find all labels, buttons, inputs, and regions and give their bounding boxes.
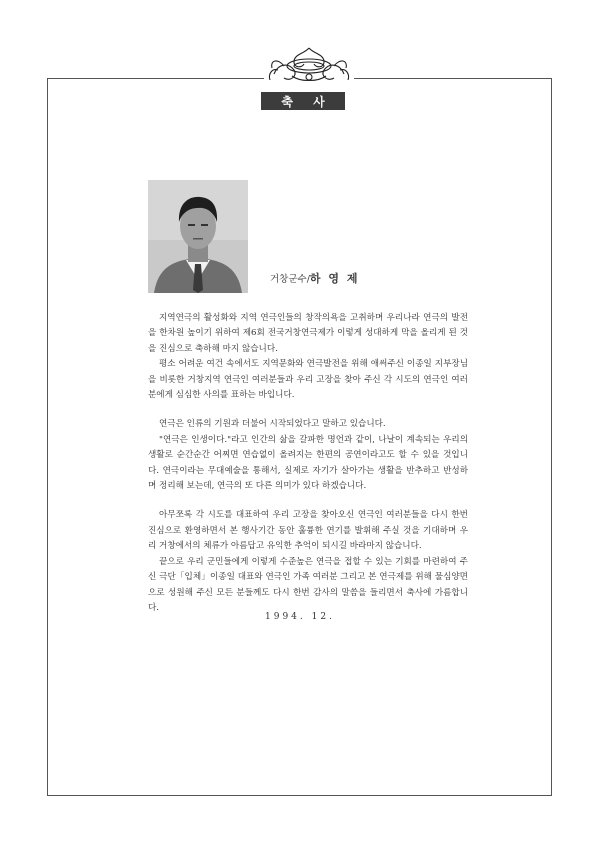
body-text bbox=[148, 311, 468, 616]
page-title: 축 사 bbox=[261, 92, 345, 110]
paragraph: "연극은 인생이다."라고 인간의 삶을 갈파한 명언과 같이, 나날이 계속되는 우리의 생활로 순간순간 어찌면 연습없이 올려지는 한편의 공연이라고도 할 수 있을 것입니다. 연극이라는 무대예술을 통해서, 실제로 자기가 살아가는 생활을 반추하고 반성하며 정리해 보는데, 연극의 또 다른 의미가 있다 하겠습니다. bbox=[148, 434, 468, 492]
paragraph: 아무쪼록 각 시도를 대표하여 우리 고장을 찾아오신 연극인 여러분들을 다시 한번 진심으로 환영하면서 본 행사기간 동안 훌륭한 연기를 발휘해 주실 것을 기대하며 우리 거창에서의 체류가 아름답고 유익한 추억이 되시길 바라마지 않습니다. bbox=[148, 510, 468, 552]
signature-name: 하 영 제 bbox=[309, 272, 360, 285]
paragraph: 지역연극의 활성화와 지역 연극인들의 창작의욕을 고취하며 우리나라 연극의 발전을 한차원 높이기 위하여 제6회 전국거창연극제가 이렇게 성대하게 막을 올리게 된 것을 진심으로 축하해 마지 않습니다. bbox=[148, 313, 468, 354]
paragraph-gap bbox=[148, 403, 468, 417]
paragraph: 평소 어려운 여건 속에서도 지역문화와 연극발전을 위해 애써주신 이종일 지부장님을 비롯한 거창지역 연극인 여러분들과 우리 고장을 찾아 주신 각 시도의 연극인 여러분에게 심심한 사의를 표하는 바입니다. bbox=[148, 359, 468, 401]
paragraph: 연극은 인류의 기원과 더불어 시작되었다고 말하고 있습니다. bbox=[159, 419, 386, 430]
ornament-icon bbox=[264, 44, 354, 86]
signature bbox=[270, 270, 359, 286]
signature-title: 거창군수/ bbox=[270, 274, 310, 285]
portrait-photo bbox=[148, 180, 248, 293]
paragraph: 끝으로 우리 군민들에게 이렇게 수준높은 연극을 접할 수 있는 기회를 마련하여 주신 극단「입체」이종일 대표와 연극인 가족 여러분 그리고 본 연극제를 위해 물심양면으로 성원해 주신 모든 분들께도 다시 한번 감사의 말씀을 들리면서 축사에 가름합니다. bbox=[148, 556, 468, 613]
date: 1994. 12. bbox=[265, 612, 335, 622]
paragraph-gap bbox=[148, 494, 468, 508]
